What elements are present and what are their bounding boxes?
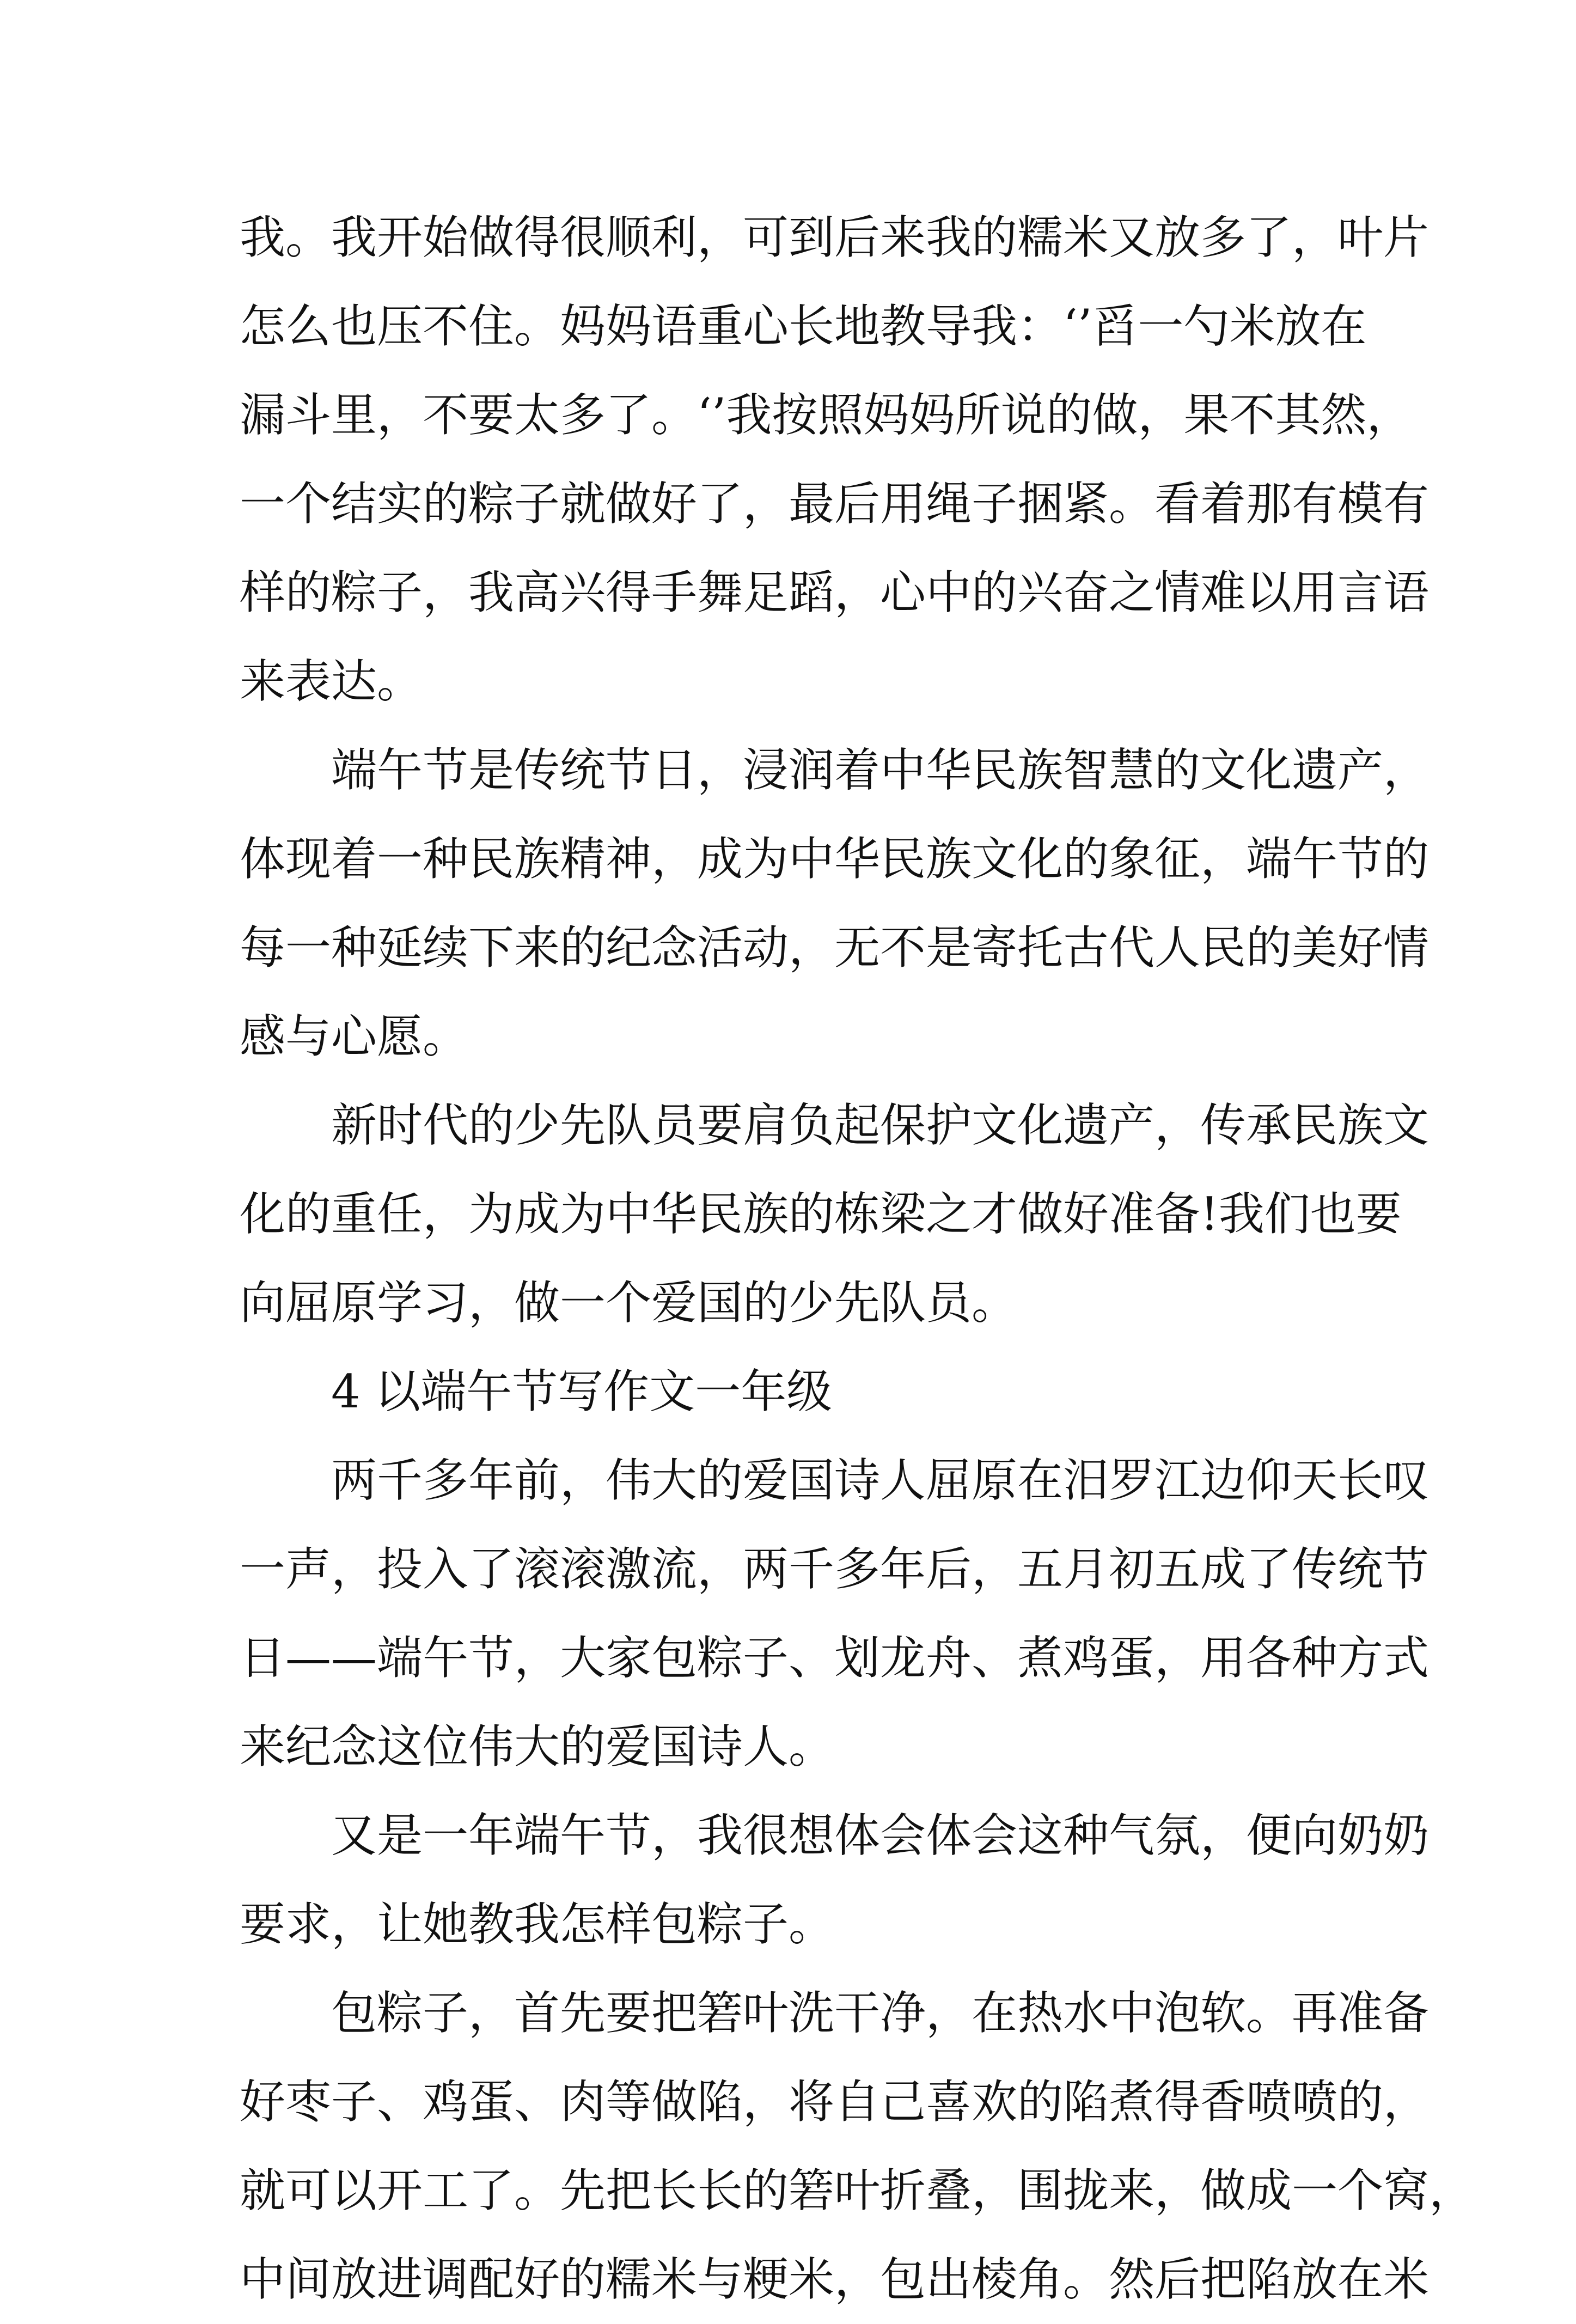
text-line: 化的重任，为成为中华民族的栋梁之才做好准备!我们也要 (240, 1187, 1402, 1241)
paragraph (240, 1081, 1430, 1347)
section-heading (240, 1347, 1356, 1436)
text-line: 端午节是传统节日，浸润着中华民族智慧的文化遗产， (331, 743, 1430, 797)
paragraph (240, 726, 1430, 1081)
text-line: 又是一年端午节，我很想体会体会这种气氛，便向奶奶 (331, 1809, 1430, 1862)
text-line: 体现着一种民族精神，成为中华民族文化的象征，端午节的 (240, 832, 1430, 886)
paragraph (240, 1969, 1475, 2324)
text-line: 日——端午节，大家包粽子、划龙舟、煮鸡蛋，用各种方式 (240, 1631, 1430, 1685)
text-line: 中间放进调配好的糯米与粳米，包出棱角。然后把陷放在米 (240, 2253, 1430, 2306)
text-line: 一声，投入了滚滚激流，两千多年后，五月初五成了传统节 (240, 1542, 1430, 1596)
text-line: 好枣子、鸡蛋、肉等做陷，将自己喜欢的陷煮得香喷喷的， (240, 2075, 1430, 2128)
paragraph (240, 1791, 1430, 1969)
text-line: 新时代的少先队员要肩负起保护文化遗产，传承民族文 (331, 1099, 1430, 1152)
text-line: 两千多年前，伟大的爱国诗人屈原在汨罗江边仰天长叹 (331, 1454, 1430, 1507)
text-line: 样的粽子，我高兴得手舞足蹈，心中的兴奋之情难以用言语 (240, 566, 1430, 619)
text-line: 漏斗里，不要太多了。‘’我按照妈妈所说的做，果不其然， (240, 388, 1413, 442)
text-line: 向屈原学习，做一个爱国的少先队员。 (240, 1276, 1018, 1329)
text-line: 感与心愿。 (240, 1010, 469, 1063)
heading-line: 4 以端午节写作文一年级 (331, 1365, 833, 1418)
document-body (240, 193, 1475, 2324)
text-line: 一个结实的粽子就做好了，最后用绳子捆紧。看着那有模有 (240, 477, 1430, 530)
text-line: 怎么也压不住。妈妈语重心长地教导我：‘’舀一勺米放在 (240, 300, 1367, 353)
text-line: 我。我开始做得很顺利，可到后来我的糯米又放多了，叶片 (240, 211, 1430, 264)
text-line: 来纪念这位伟大的爱国诗人。 (240, 1720, 835, 1773)
text-line: 包粽子，首先要把箬叶洗干净，在热水中泡软。再准备 (331, 1986, 1430, 2040)
text-line: 要求，让她教我怎样包粽子。 (240, 1898, 835, 1951)
paragraph (240, 1436, 1430, 1791)
text-line: 就可以开工了。先把长长的箬叶折叠，围拢来，做成一个窝， (240, 2164, 1475, 2217)
paragraph (240, 193, 1430, 726)
text-line: 来表达。 (240, 655, 423, 708)
text-line: 每一种延续下来的纪念活动，无不是寄托古代人民的美好情 (240, 921, 1430, 974)
